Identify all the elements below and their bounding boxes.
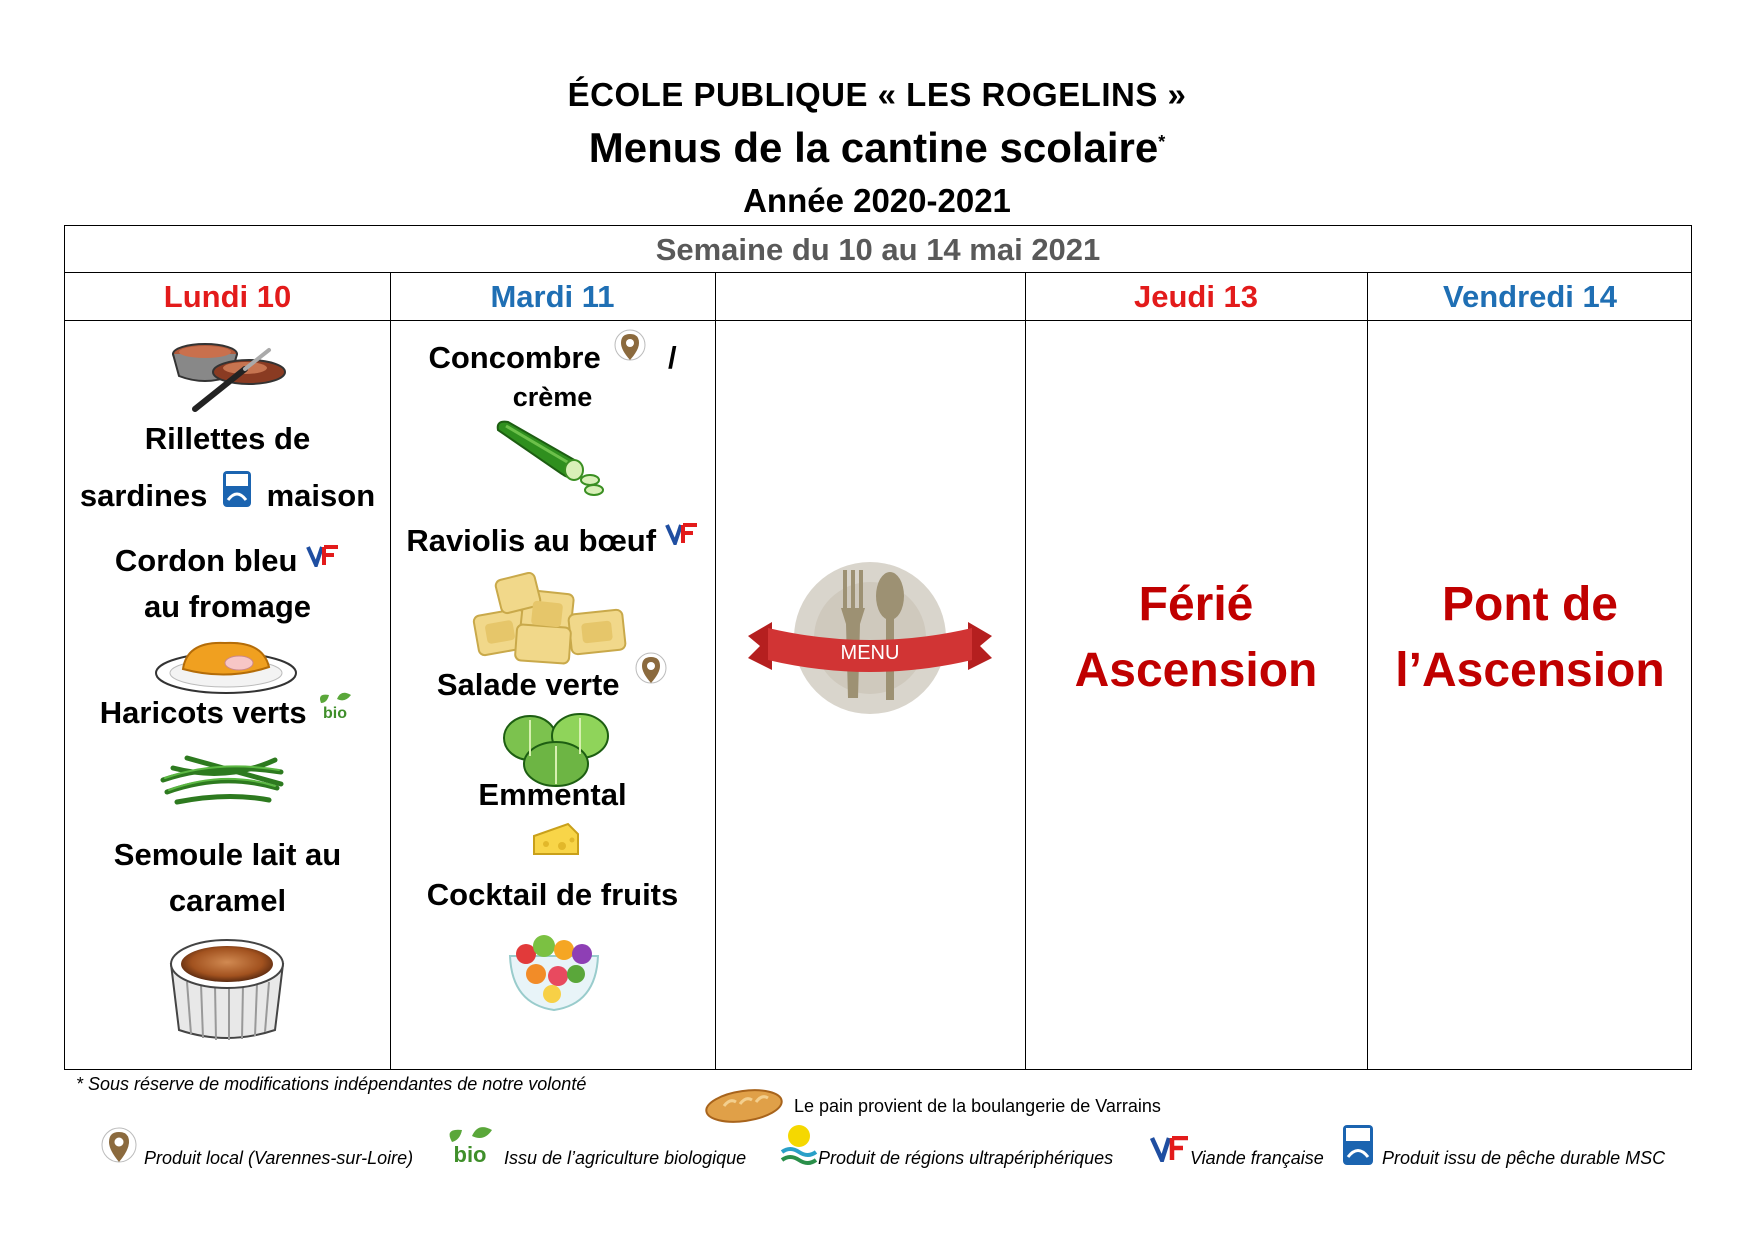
concombre-slash: / [667,340,677,375]
tuesday-column [390,322,715,1069]
legend-local: Produit local (Varennes-sur-Loire) [144,1148,414,1168]
bio-icon [315,691,355,721]
cocktail-line: Cocktail de fruits [426,877,679,912]
green-beans-image [157,742,287,812]
msc-icon [222,470,252,508]
raviolis-line [390,518,715,564]
bread-note: Le pain provient de la boulangerie de Varrains [794,1096,1161,1116]
msc-icon [1342,1124,1374,1166]
french-meat-icon [665,523,699,545]
cordon-line-1-text: Cordon bleu [114,543,298,578]
local-product-icon [613,328,647,366]
french-meat-icon [306,545,340,567]
holiday-line-2: Ascension [1074,644,1318,697]
cucumber-image [494,418,610,498]
cordon-bleu-image [153,635,299,697]
bio-icon [442,1124,498,1166]
page-title [0,124,1754,172]
haricots-line [65,690,390,736]
thursday-column [1025,322,1367,1069]
day-header-friday: Vendredi 14 [1442,279,1618,314]
svg-text:bio: bio [453,1142,487,1166]
friday-column [1367,322,1693,1069]
school-name: ÉCOLE PUBLIQUE « LES ROGELINS » [567,76,1187,113]
rillettes-image [165,324,295,419]
menu-table [64,225,1692,1070]
legend-rup: Produit de régions ultrapériphériques [818,1148,1114,1168]
footnote: * Sous réserve de modifications indépendantes de notre volonté [76,1074,587,1094]
day-header-monday: Lundi 10 [163,279,292,314]
bridge-line-2: l’Ascension [1395,644,1665,697]
day-header-tuesday: Mardi 11 [490,279,615,314]
svg-text:bio: bio [323,705,348,721]
semoule-line-2: caramel [168,883,287,918]
title-asterisk: * [1158,132,1166,152]
day-header-wednesday [715,273,1025,321]
semoule-caramel-image [165,930,289,1046]
rillettes-line-1: Rillettes de [144,421,311,456]
menu-badge-icon [748,558,992,714]
day-header-row [65,273,1691,321]
rup-icon [780,1122,818,1166]
menu-badge-text: MENU [840,642,900,664]
salade-line [390,651,715,708]
legend-viande: Viande française [1190,1148,1324,1168]
rillettes-line-2b: maison [266,478,376,513]
bridge-line-1: Pont de [1442,578,1618,631]
holiday-line-1: Férié [1138,578,1254,631]
monday-column [65,322,390,1069]
cordon-line-2: au fromage [143,589,312,624]
rillettes-line-2a: sardines [79,478,208,513]
rillettes-line-2 [65,470,390,519]
day-header-thursday: Jeudi 13 [1133,279,1259,314]
haricots-text: Haricots verts [99,695,307,730]
school-year: Année 2020-2021 [743,182,1011,219]
semoule-line-1: Semoule lait au [113,837,342,872]
wednesday-column [715,322,1025,1069]
cordon-line-1 [65,538,390,584]
concombre-text: Concombre [428,340,601,375]
page-title-text: Menus de la cantine scolaire [588,124,1159,171]
cheese-image [532,822,580,858]
local-product-icon [634,651,668,689]
fruit-cocktail-image [504,924,604,1014]
creme-line: crème [512,382,593,412]
bread-icon [704,1086,784,1126]
emmental-line: Emmental [478,777,627,812]
french-meat-icon [1150,1136,1190,1162]
local-product-icon [100,1126,138,1168]
legend-bio: Issu de l’agriculture biologique [504,1148,747,1168]
week-title: Semaine du 10 au 14 mai 2021 [65,226,1691,273]
salade-text: Salade verte [436,667,620,702]
raviolis-text: Raviolis au bœuf [406,523,657,558]
legend-msc: Produit issu de pêche durable MSC [1382,1148,1666,1168]
